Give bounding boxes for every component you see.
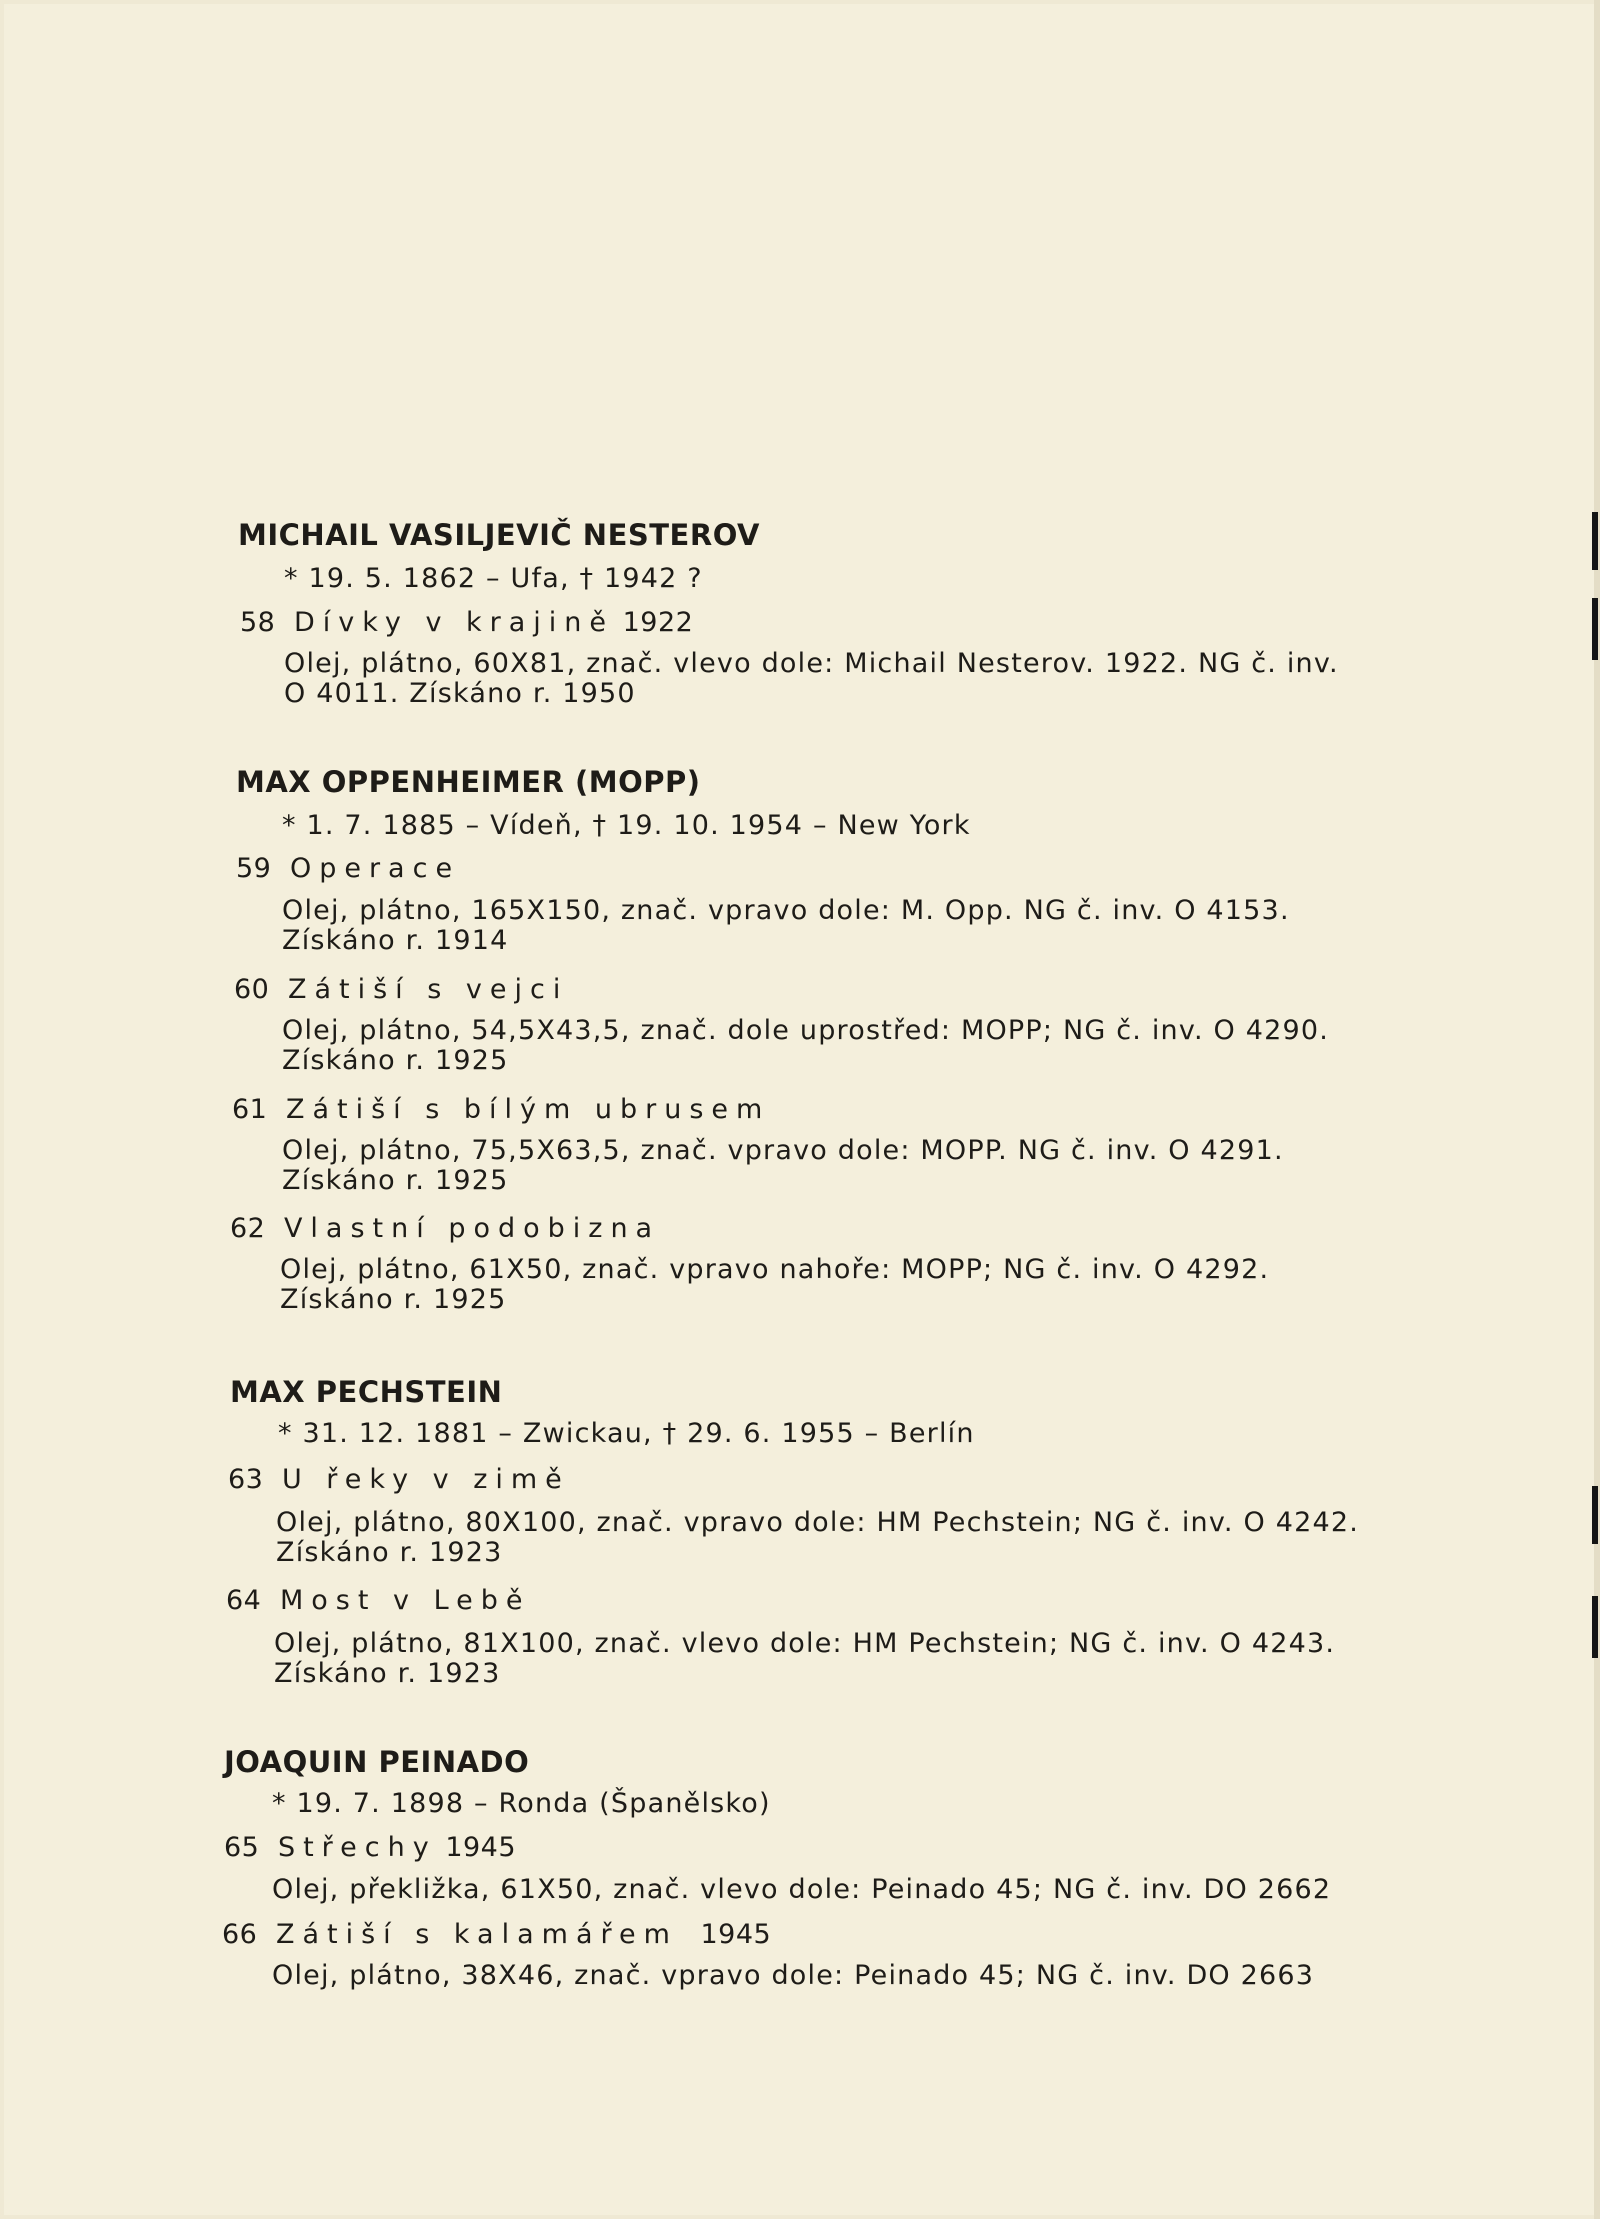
work-year: 1945 bbox=[445, 1832, 517, 1863]
work-description bbox=[272, 1961, 1314, 1991]
artist-name: MICHAIL VASILJEVIČ NESTEROV bbox=[238, 518, 761, 552]
work-title: Zátiší s vejci bbox=[287, 974, 569, 1005]
work-title: Most v Lebě bbox=[279, 1585, 531, 1616]
description-line: Olej, plátno, 80X100, znač. vpravo dole: HM Pechstein; NG č. inv. O 4242. bbox=[276, 1507, 1360, 1538]
description-line: Olej, plátno, 61X50, znač. vpravo nahoře: MOPP; NG č. inv. O 4292. bbox=[280, 1254, 1270, 1285]
work-title-line bbox=[234, 974, 568, 1005]
description-line: Získáno r. 1925 bbox=[282, 1165, 509, 1196]
work-title-line bbox=[226, 1585, 531, 1616]
work-description bbox=[282, 896, 1290, 956]
work-title-line bbox=[240, 607, 693, 638]
work-description bbox=[282, 1016, 1329, 1076]
work-title-line bbox=[224, 1832, 516, 1863]
work-year: 1945 bbox=[700, 1919, 772, 1950]
description-line: Získáno r. 1923 bbox=[276, 1537, 503, 1568]
work-description bbox=[282, 1136, 1284, 1196]
description-line: Získáno r. 1925 bbox=[280, 1284, 507, 1315]
work-number: 65 bbox=[224, 1832, 260, 1863]
work-title-line bbox=[222, 1919, 771, 1950]
description-line: Olej, plátno, 81X100, znač. vlevo dole: HM Pechstein; NG č. inv. O 4243. bbox=[274, 1628, 1336, 1659]
work-number: 61 bbox=[232, 1094, 268, 1125]
work-year: 1922 bbox=[622, 607, 694, 638]
work-number: 64 bbox=[226, 1585, 262, 1616]
edge-mark bbox=[1592, 1596, 1598, 1658]
page-edge bbox=[1594, 0, 1600, 2219]
description-line: Olej, překližka, 61X50, znač. vlevo dole: Peinado 45; NG č. inv. DO 2662 bbox=[272, 1874, 1332, 1905]
work-description bbox=[276, 1508, 1359, 1568]
work-title: Zátiší s kalamářem bbox=[275, 1919, 678, 1950]
work-title: Zátiší s bílým ubrusem bbox=[285, 1094, 771, 1125]
description-line: Olej, plátno, 60X81, znač. vlevo dole: Michail Nesterov. 1922. NG č. inv. bbox=[284, 648, 1339, 679]
artist-name: MAX PECHSTEIN bbox=[230, 1375, 503, 1409]
edge-mark bbox=[1592, 598, 1598, 660]
description-line: Získáno r. 1925 bbox=[282, 1045, 509, 1076]
description-line: Olej, plátno, 38X46, znač. vpravo dole: Peinado 45; NG č. inv. DO 2663 bbox=[272, 1960, 1315, 1991]
work-number: 58 bbox=[240, 607, 276, 638]
work-title-line bbox=[236, 853, 460, 884]
work-number: 59 bbox=[236, 853, 272, 884]
work-number: 63 bbox=[228, 1464, 264, 1495]
work-title: U řeky v zimě bbox=[281, 1464, 570, 1495]
work-number: 62 bbox=[230, 1213, 266, 1244]
artist-life-dates: * 1. 7. 1885 – Vídeň, † 19. 10. 1954 – New York bbox=[282, 810, 971, 841]
description-line: O 4011. Získáno r. 1950 bbox=[284, 678, 636, 709]
work-title: Operace bbox=[289, 853, 461, 884]
description-line: Získáno r. 1923 bbox=[274, 1658, 501, 1689]
work-number: 60 bbox=[234, 974, 270, 1005]
work-title: Dívky v krajině bbox=[293, 607, 615, 638]
work-title: Střechy bbox=[277, 1832, 437, 1863]
artist-name: MAX OPPENHEIMER (MOPP) bbox=[236, 765, 701, 799]
description-line: Olej, plátno, 75,5X63,5, znač. vpravo dole: MOPP. NG č. inv. O 4291. bbox=[282, 1135, 1284, 1166]
edge-mark bbox=[1592, 512, 1598, 570]
work-title-line bbox=[230, 1213, 660, 1244]
work-description bbox=[284, 649, 1339, 709]
artist-life-dates: * 19. 7. 1898 – Ronda (Španělsko) bbox=[272, 1788, 771, 1819]
work-title: Vlastní podobizna bbox=[283, 1213, 661, 1244]
description-line: Olej, plátno, 54,5X43,5, znač. dole uprostřed: MOPP; NG č. inv. O 4290. bbox=[282, 1015, 1330, 1046]
edge-mark bbox=[1592, 1486, 1598, 1544]
artist-life-dates: * 19. 5. 1862 – Ufa, † 1942 ? bbox=[284, 563, 703, 594]
work-title-line bbox=[228, 1464, 570, 1495]
artist-life-dates: * 31. 12. 1881 – Zwickau, † 29. 6. 1955 – Berlín bbox=[278, 1418, 975, 1449]
description-line: Získáno r. 1914 bbox=[282, 925, 509, 956]
work-title-line bbox=[232, 1094, 770, 1125]
work-description bbox=[280, 1255, 1269, 1315]
work-number: 66 bbox=[222, 1919, 258, 1950]
work-description bbox=[274, 1629, 1335, 1689]
artist-name: JOAQUIN PEINADO bbox=[224, 1745, 530, 1779]
work-description bbox=[272, 1875, 1331, 1905]
description-line: Olej, plátno, 165X150, znač. vpravo dole: M. Opp. NG č. inv. O 4153. bbox=[282, 895, 1290, 926]
